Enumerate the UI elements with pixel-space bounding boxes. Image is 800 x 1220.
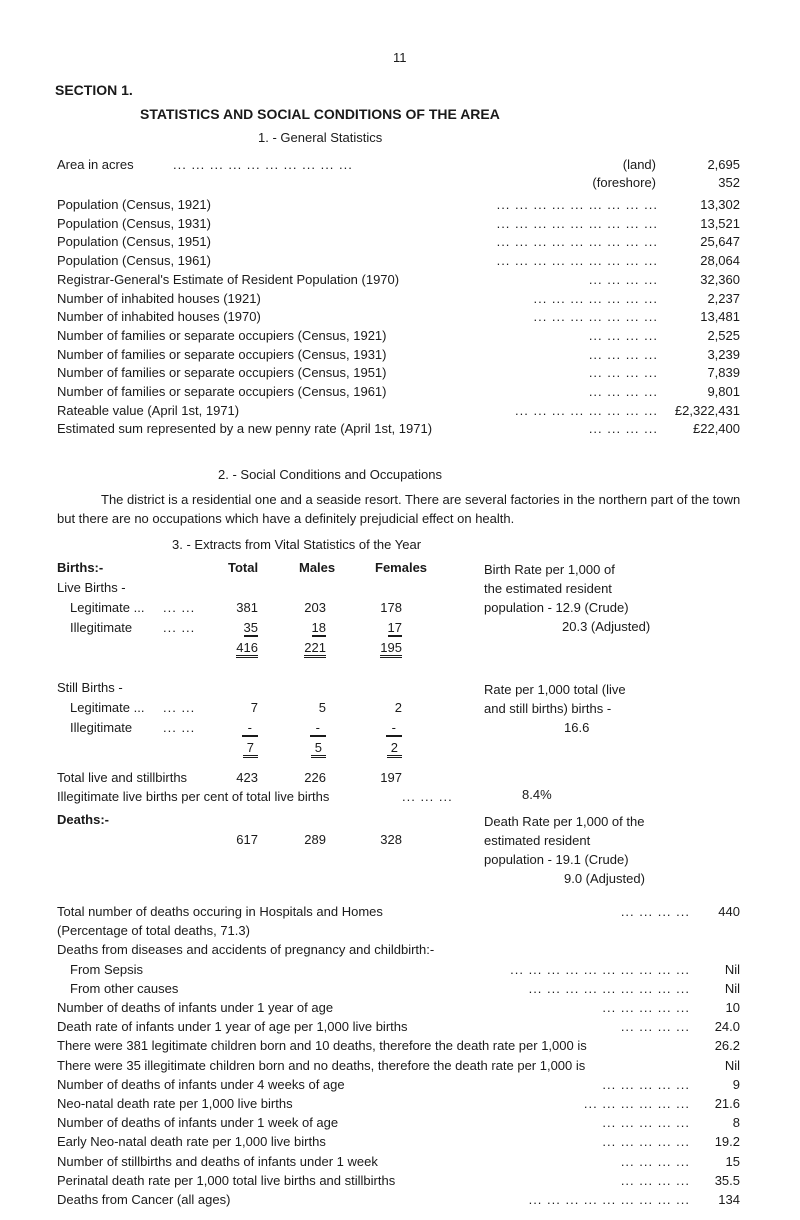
vital-stat-dots: ... ... ... ... ... ... ... ... ...: [528, 1192, 690, 1207]
foreshore-value: 352: [718, 175, 740, 190]
vital-stat-value: 134: [718, 1192, 740, 1207]
general-stat-dots: ... ... ... ...: [588, 421, 658, 437]
still-legit-total: 7: [250, 700, 258, 715]
land-label: (land): [622, 157, 656, 172]
col-total: Total: [228, 560, 259, 575]
deaths-label: Deaths:-: [57, 812, 110, 827]
general-stat-value: 32,360: [700, 271, 740, 287]
legitimate-label: Legitimate ...: [70, 600, 145, 615]
vital-stat-dots: ... ... ... ... ... ... ... ... ...: [528, 980, 690, 996]
vital-stat-label: Total number of deaths occuring in Hospitals and Homes: [57, 904, 383, 919]
general-stat-value: 13,302: [700, 197, 740, 212]
deaths-females: 328: [380, 832, 402, 847]
general-stat-value: 13,521: [700, 215, 740, 231]
general-stat-label: Number of families or separate occupiers (Census, 1951): [57, 365, 387, 381]
vital-stat-value: 35.5: [714, 1172, 740, 1188]
still-legitimate-dots: ... ...: [163, 700, 196, 715]
vital-stat-label: Number of deaths of infants under 1 year of age: [57, 1000, 334, 1015]
vital-stat-dots: ... ... ... ...: [620, 1172, 690, 1188]
vital-stat-value: 15: [725, 1153, 740, 1169]
still-illegitimate-label: Illegitimate: [70, 720, 133, 735]
vital-stat-value: 26.2: [714, 1038, 740, 1054]
general-stat-label: Population (Census, 1921): [57, 197, 211, 212]
vital-stat-label: Deaths from Cancer (all ages): [57, 1192, 231, 1207]
vital-stat-value: Nil: [724, 961, 740, 977]
birth-rate-note: Birth Rate per 1,000 of the estimated resident population - 12.9 (Crude) 20.3 (Adjusted): [484, 562, 651, 634]
live-legit-total: 381: [236, 600, 258, 615]
still-illegitimate-dots: ... ...: [163, 720, 196, 735]
live-illegit-total: 35: [243, 620, 258, 635]
vital-stat-value: Nil: [724, 980, 740, 996]
general-stat-value: 28,064: [700, 253, 740, 269]
vital-stat-dots: ... ... ... ... ... ...: [583, 1096, 690, 1111]
stillbirth-rate-note: Rate per 1,000 total (live and still births) births - 16.6: [484, 682, 626, 735]
general-stat-dots: ... ... ... ...: [588, 365, 658, 381]
live-births-label: Live Births -: [57, 580, 126, 595]
illegitimate-dots: ... ...: [163, 620, 196, 635]
general-stat-label: Registrar-General's Estimate of Resident Population (1970): [57, 271, 400, 287]
vital-stat-value: 8: [732, 1115, 740, 1131]
live-total-females: 195: [372, 640, 402, 655]
general-stat-label: Population (Census, 1931): [57, 215, 211, 231]
vital-stat-value: 9: [732, 1076, 740, 1092]
general-stat-dots: ... ... ... ...: [588, 384, 658, 399]
illegit-pct-value: 8.4%: [522, 787, 552, 802]
vital-stat-label: Deaths from diseases and accidents of pregnancy and childbirth:-: [57, 942, 435, 958]
page-number: 11: [393, 50, 407, 65]
foreshore-label: (foreshore): [592, 175, 656, 190]
still-legitimate-label: Legitimate ...: [70, 700, 145, 715]
general-stat-value: 3,239: [707, 346, 740, 362]
vital-stat-dots: ... ... ... ... ... ... ... ... ... ...: [510, 961, 690, 977]
vital-stat-dots: ... ... ... ... ...: [602, 1076, 690, 1092]
general-stat-label: Number of families or separate occupiers (Census, 1961): [57, 384, 387, 399]
live-total-total: 416: [228, 640, 258, 655]
illegit-pct-label: Illegitimate live births per cent of total live births: [57, 789, 330, 804]
legitimate-dots: ... ...: [163, 600, 196, 615]
general-stat-label: Number of inhabited houses (1921): [57, 290, 261, 306]
general-stat-dots: ... ... ... ... ... ... ... ... ...: [496, 253, 658, 269]
general-stat-label: Number of families or separate occupiers (Census, 1921): [57, 327, 387, 343]
vital-stat-label: Number of stillbirths and deaths of infants under 1 week: [57, 1153, 378, 1169]
page-title: STATISTICS AND SOCIAL CONDITIONS OF THE AREA: [140, 106, 500, 122]
total-live-still-label: Total live and stillbirths: [57, 770, 188, 785]
births-label: Births:-: [57, 560, 104, 575]
vital-stat-value: 10: [725, 1000, 740, 1015]
still-illegit-total: -: [228, 720, 258, 735]
vital-stat-value: 24.0: [714, 1019, 740, 1035]
still-births-label: Still Births -: [57, 680, 123, 695]
still-legit-males: 5: [318, 700, 326, 715]
vital-stat-label: Early Neo-natal death rate per 1,000 live births: [57, 1134, 326, 1150]
vital-stat-label: From Sepsis: [70, 961, 143, 977]
general-stat-value: £22,400: [693, 421, 740, 437]
live-legit-males: 203: [304, 600, 326, 615]
vital-stat-label: From other causes: [70, 980, 179, 996]
vital-stat-label: Number of deaths of infants under 4 weeks of age: [57, 1076, 345, 1092]
general-stat-value: £2,322,431: [674, 402, 740, 418]
vital-stat-label: Death rate of infants under 1 year of age per 1,000 live births: [57, 1019, 408, 1035]
general-stat-value: 2,525: [707, 327, 740, 343]
total-ls-females: 197: [380, 770, 402, 785]
general-stat-value: 13,481: [700, 309, 740, 325]
vital-stat-dots: ... ... ... ... ...: [602, 1000, 690, 1015]
vital-stat-label: Number of deaths of infants under 1 week of age: [57, 1115, 339, 1131]
still-total-females: 2: [372, 740, 402, 755]
section-label: SECTION 1.: [55, 82, 133, 98]
live-illegit-males: 18: [311, 620, 326, 635]
still-total-total: 7: [228, 740, 258, 755]
vital-stat-label: (Percentage of total deaths, 71.3): [57, 923, 250, 939]
vital-stat-value: 21.6: [714, 1096, 740, 1111]
vital-stat-label: Perinatal death rate per 1,000 total live births and stillbirths: [57, 1172, 396, 1188]
vital-stat-dots: ... ... ... ...: [620, 1153, 690, 1169]
general-stat-dots: ... ... ... ...: [588, 327, 658, 343]
live-illegit-females: 17: [387, 620, 402, 635]
general-stat-label: Number of families or separate occupiers (Census, 1931): [57, 346, 387, 362]
vital-stat-label: There were 35 illegitimate children born and no deaths, therefore the death rate per 1,000 is: [57, 1057, 586, 1073]
illegitimate-label: Illegitimate: [70, 620, 133, 635]
general-stat-value: 9,801: [707, 384, 740, 399]
vital-stat-dots: ... ... ... ...: [620, 904, 690, 919]
general-stat-dots: ... ... ... ... ... ... ... ... ...: [496, 215, 658, 231]
vital-stat-value: Nil: [724, 1057, 740, 1073]
heading-general-statistics: 1. - General Statistics: [258, 130, 383, 145]
deaths-males: 289: [304, 832, 326, 847]
area-label: Area in acres: [57, 157, 134, 172]
general-stat-value: 25,647: [700, 234, 740, 250]
heading-vital-statistics: 3. - Extracts from Vital Statistics of the Year: [172, 537, 422, 552]
live-total-males: 221: [296, 640, 326, 655]
general-stat-dots: ... ... ... ...: [588, 346, 658, 362]
general-stat-dots: ... ... ... ... ... ... ...: [533, 309, 658, 325]
total-ls-males: 226: [304, 770, 326, 785]
vital-stat-dots: ... ... ... ... ...: [602, 1134, 690, 1150]
deaths-total: 617: [236, 832, 258, 847]
vital-stat-dots: ... ... ... ...: [620, 1019, 690, 1035]
heading-social-conditions: 2. - Social Conditions and Occupations: [218, 467, 443, 482]
general-stat-dots: ... ... ... ... ... ... ... ... ...: [496, 197, 658, 212]
general-stat-label: Number of inhabited houses (1970): [57, 309, 261, 325]
illegit-pct-dots: ... ... ...: [402, 789, 453, 804]
total-ls-total: 423: [236, 770, 258, 785]
vital-stat-value: 440: [718, 904, 740, 919]
still-total-males: 5: [296, 740, 326, 755]
still-illegit-males: -: [296, 720, 326, 735]
general-stat-value: 7,839: [707, 365, 740, 381]
general-stat-label: Rateable value (April 1st, 1971): [57, 402, 240, 418]
general-stat-label: Population (Census, 1961): [57, 253, 211, 269]
still-legit-females: 2: [394, 700, 402, 715]
general-stat-dots: ... ... ... ... ... ... ... ... ...: [496, 234, 658, 250]
still-illegit-females: -: [372, 720, 402, 735]
general-stat-value: 2,237: [707, 290, 740, 306]
area-dots: ... ... ... ... ... ... ... ... ... ...: [173, 157, 353, 172]
vital-stat-label: Neo-natal death rate per 1,000 live births: [57, 1096, 293, 1111]
land-value: 2,695: [707, 157, 740, 172]
social-conditions-text: The district is a residential one and a seaside resort. There are several factories in the northern part of the town but there are no occupations which have a definitely prejudicial effect on health.: [57, 492, 741, 526]
col-males: Males: [299, 560, 336, 575]
vital-stat-label: There were 381 legitimate children born and 10 deaths, therefore the death rate per 1,000 is: [57, 1038, 587, 1054]
col-females: Females: [375, 560, 428, 575]
general-stat-dots: ... ... ... ...: [588, 271, 658, 287]
vital-stat-dots: ... ... ... ... ...: [602, 1115, 690, 1131]
general-stat-dots: ... ... ... ... ... ... ... ...: [515, 402, 658, 418]
general-stat-dots: ... ... ... ... ... ... ...: [533, 290, 658, 306]
death-rate-note: Death Rate per 1,000 of the estimated resident population - 19.1 (Crude) 9.0 (Adjusted): [484, 814, 645, 886]
live-legit-females: 178: [380, 600, 402, 615]
general-stat-label: Estimated sum represented by a new penny rate (April 1st, 1971): [57, 421, 433, 437]
vital-stat-value: 19.2: [714, 1134, 740, 1150]
general-stat-label: Population (Census, 1951): [57, 234, 211, 250]
